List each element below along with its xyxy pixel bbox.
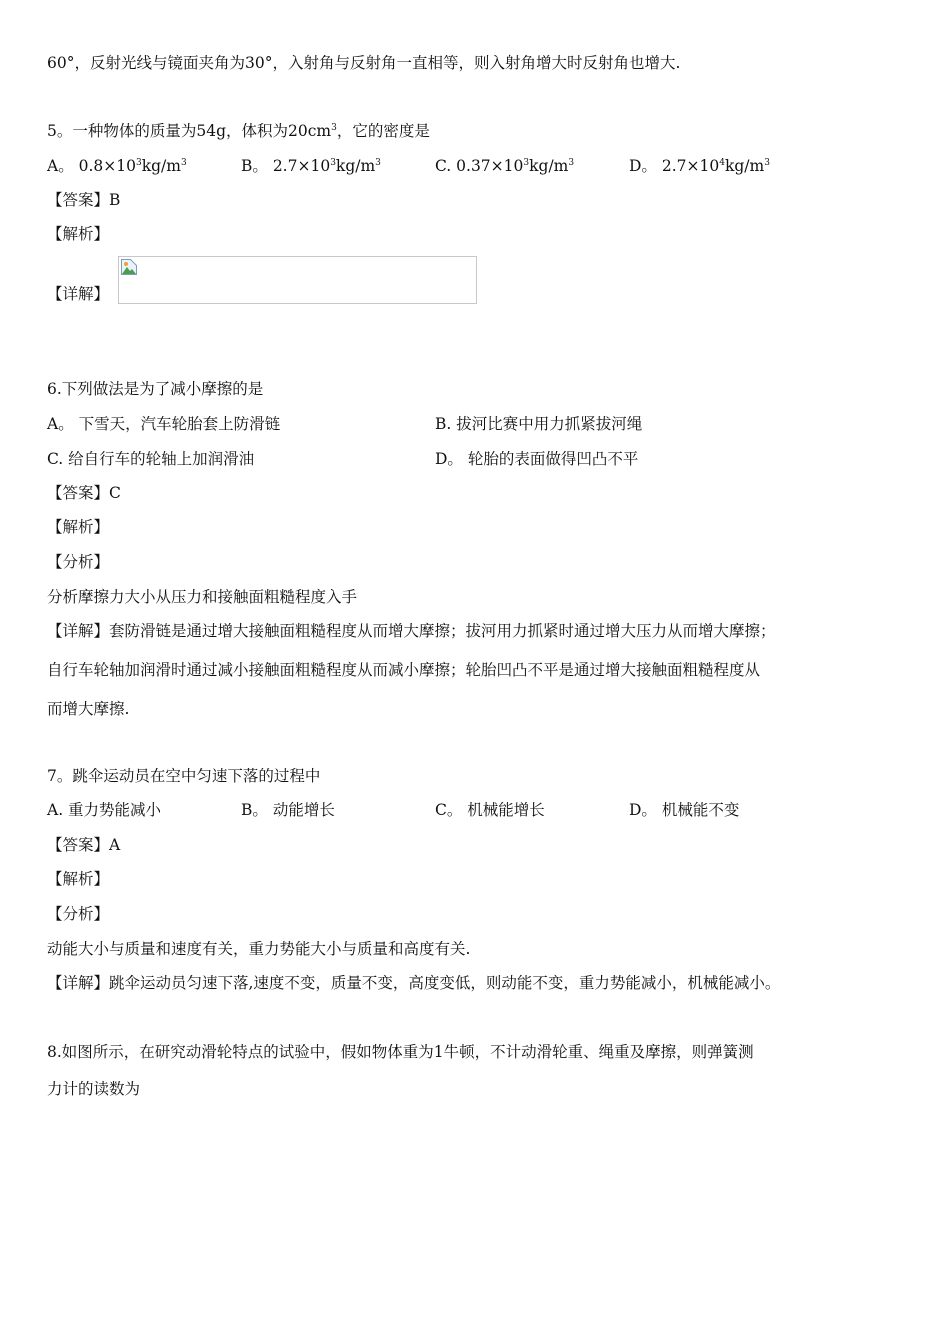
q5-stem-sup: 3 (331, 123, 337, 133)
q8-stem-line-1: 8.如图所示，在研究动滑轮特点的试验中，假如物体重为1牛顿，不计动滑轮重、绳重及摩擦，则弹簧测 (47, 1043, 754, 1061)
q6-option-b: B. 拔河比赛中用力抓紧拔河绳 (435, 415, 643, 433)
q8-stem-line-2: 力计的读数为 (47, 1080, 141, 1098)
q7-answer: 【答案】A (47, 836, 121, 854)
q7-fenxi-text: 动能大小与质量和速度有关，重力势能大小与质量和高度有关. (47, 940, 471, 958)
q5-analysis: 【解析】 (47, 225, 110, 243)
q6-option-d: D。 轮胎的表面做得凹凸不平 (435, 450, 639, 468)
broken-image-icon (121, 259, 137, 275)
q5-option-d: D。 $2.7\times 10^4kg/m^3$ (629, 157, 770, 175)
q5-stem-post: ，它的密度是 (336, 122, 430, 140)
q5-option-b: B。 $2.7\times 10^3kg/m^3$ (241, 157, 381, 175)
q7-option-c: C。 机械能增长 (435, 801, 545, 819)
q5-stem-pre: 5。一种物体的质量为54g，体积为20cm (47, 122, 332, 140)
q7-fenxi: 【分析】 (47, 905, 110, 923)
q5-option-a: A。 $0.8\times 10^3kg/m^3$ (47, 157, 187, 175)
q5-detail: 【详解】 (47, 285, 110, 303)
q6-fenxi: 【分析】 (47, 553, 110, 571)
q6-fenxi-text: 分析摩擦力大小从压力和接触面粗糙程度入手 (47, 588, 358, 606)
q7-detail: 【详解】跳伞运动员匀速下落,速度不变，质量不变，高度变低，则动能不变，重力势能减小，机械能减小。 (47, 974, 781, 992)
q6-detail-line-2: 自行车轮轴加润滑时通过减小接触面粗糙程度从而减小摩擦；轮胎凹凸不平是通过增大接触面粗糙程度从 (47, 661, 761, 679)
q6-detail-line-3: 而增大摩擦. (47, 700, 130, 718)
q5-answer: 【答案】B (47, 191, 121, 209)
q6-option-a: A。 下雪天，汽车轮胎套上防滑链 (47, 415, 281, 433)
q7-option-d: D。 机械能不变 (629, 801, 740, 819)
q7-stem: 7。跳伞运动员在空中匀速下落的过程中 (47, 767, 321, 785)
broken-image-placeholder (118, 256, 477, 304)
q5-option-c: C. $0.37\times 10^3kg/m^3$ (435, 157, 575, 175)
q7-option-a: A. 重力势能减小 (47, 801, 162, 819)
q6-option-c: C. 给自行车的轮轴上加润滑油 (47, 450, 255, 468)
intro-text: 60°，反射光线与镜面夹角为30°，入射角与反射角一直相等，则入射角增大时反射角也增大. (47, 54, 681, 72)
q5-stem (47, 121, 430, 141)
q6-detail-line-1: 【详解】套防滑链是通过增大接触面粗糙程度从而增大摩擦；拔河用力抓紧时通过增大压力从而增大摩擦； (47, 622, 776, 640)
q7-analysis: 【解析】 (47, 870, 110, 888)
q6-stem: 6.下列做法是为了减小摩擦的是 (47, 380, 264, 398)
q7-option-b: B。 动能增长 (241, 801, 335, 819)
q6-analysis: 【解析】 (47, 518, 110, 536)
q6-answer: 【答案】C (47, 484, 121, 502)
